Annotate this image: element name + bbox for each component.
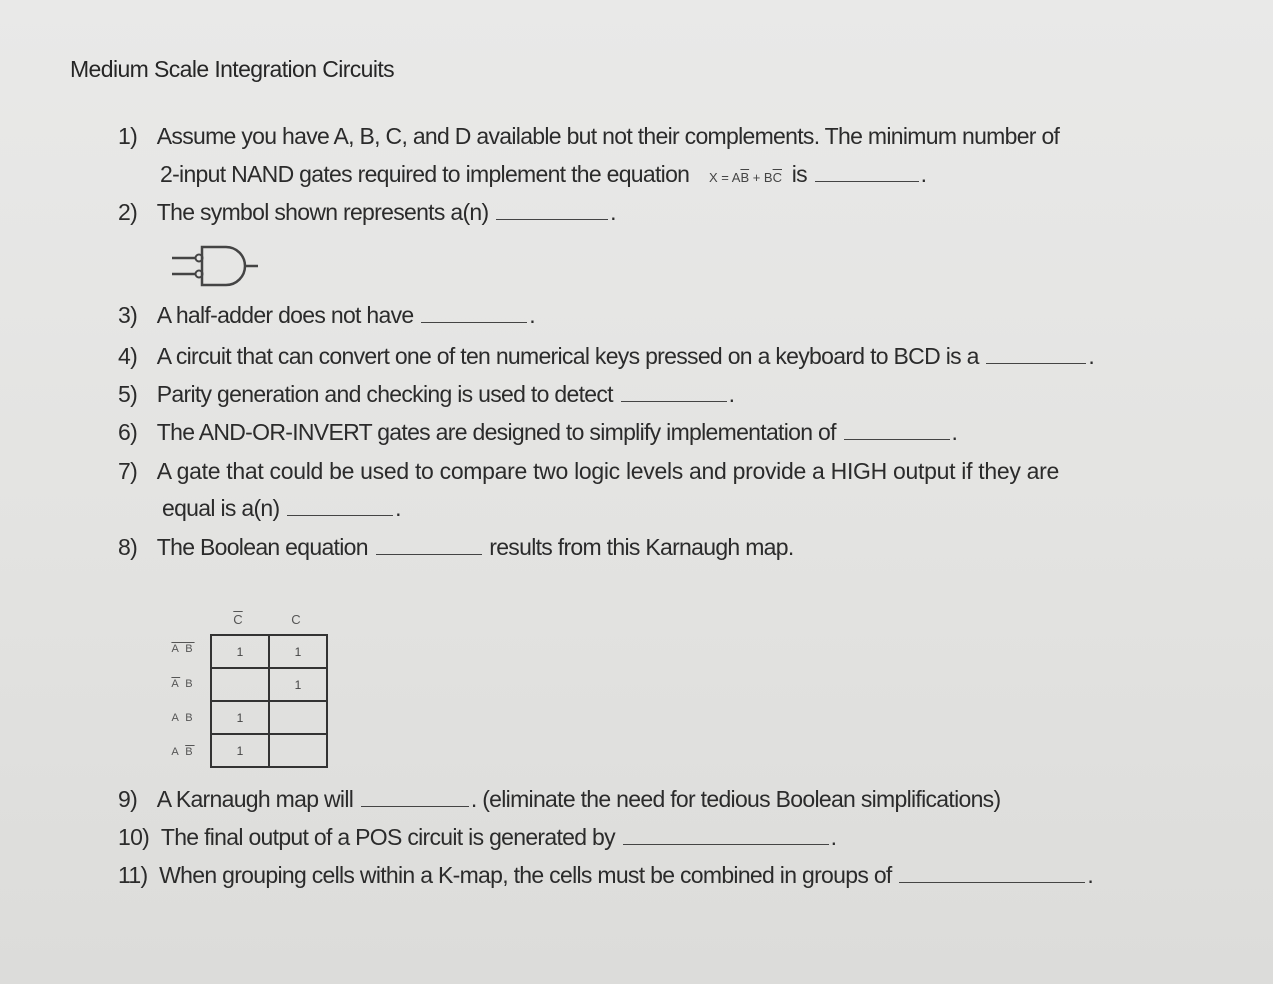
- answer-blank[interactable]: [623, 843, 829, 845]
- question-text: Assume you have A, B, C, and D available but not their complements. The minimum number of: [156, 123, 1060, 149]
- row-header-a-bar-b: $\overline{A}$ B: [171, 678, 195, 690]
- kmap-grid: [210, 634, 328, 768]
- answer-blank[interactable]: [815, 180, 919, 182]
- question-number: 1): [118, 123, 138, 149]
- question-2: 2) The symbol shown represents a(n) .: [118, 199, 616, 225]
- question-1: [118, 123, 1059, 150]
- question-text: 2-input NAND gates required to implement the equation: [160, 161, 690, 187]
- row-header-a-b-bar: A $\overline{B}$: [171, 746, 195, 758]
- question-text-after: . (eliminate the need for tedious Boolean simplifications): [470, 786, 1001, 812]
- row-header-a-bar-b-bar: A B: [171, 643, 195, 655]
- question-text-after: results from this Karnaugh map.: [489, 534, 794, 560]
- kmap-row: [211, 701, 327, 734]
- kmap-cell: 1: [211, 701, 269, 734]
- kmap-cell: 1: [269, 635, 327, 668]
- question-10: 10) The final output of a POS circuit is generated by .: [118, 824, 837, 850]
- kmap-cell: [269, 734, 327, 767]
- is-word: is: [791, 161, 807, 187]
- answer-blank[interactable]: [844, 438, 950, 440]
- equation: $X = A\overline{B} + B\overline{C}$: [708, 170, 782, 185]
- question-text: A circuit that can convert one of ten numerical keys pressed on a keyboard to BCD is a: [156, 343, 979, 369]
- question-1-line-2: 2-input NAND gates required to implement the equation $X = A\overline{B} + B\overline{C}$ is .: [160, 161, 927, 187]
- question-text: The AND-OR-INVERT gates are designed to simplify implementation of: [156, 419, 836, 445]
- question-3: 3) A half-adder does not have .: [118, 302, 535, 328]
- question-text: A half-adder does not have: [156, 302, 414, 328]
- question-text: Parity generation and checking is used to detect: [156, 381, 613, 407]
- logic-gate-symbol-icon: [166, 244, 262, 288]
- kmap-row: [211, 734, 327, 767]
- question-7: 7) A gate that could be used to compare two logic levels and provide a HIGH output if they are: [118, 458, 1059, 484]
- kmap-row: [211, 635, 327, 668]
- answer-blank[interactable]: [287, 514, 393, 516]
- answer-blank[interactable]: [421, 321, 527, 323]
- col-header-c-bar: $\overline{C}$: [233, 612, 243, 627]
- kmap-cell: 1: [211, 734, 269, 767]
- question-text: equal is a(n): [162, 495, 280, 521]
- kmap-cell: [211, 668, 269, 701]
- answer-blank[interactable]: [361, 805, 469, 807]
- answer-blank[interactable]: [376, 553, 482, 555]
- page-title: Medium Scale Integration Circuits: [70, 56, 395, 82]
- question-text: The Boolean equation: [156, 534, 368, 560]
- row-header-a-b: A B: [171, 712, 195, 724]
- question-11: 11) When grouping cells within a K-map, the cells must be combined in groups of .: [118, 862, 1094, 888]
- question-text: The final output of a POS circuit is generated by: [160, 824, 615, 850]
- kmap-cell: 1: [269, 668, 327, 701]
- question-8: 8) The Boolean equation results from this Karnaugh map.: [118, 534, 794, 560]
- karnaugh-map: [160, 608, 350, 778]
- kmap-row: [211, 668, 327, 701]
- answer-blank[interactable]: [496, 218, 608, 220]
- question-text: When grouping cells within a K-map, the cells must be combined in groups of: [159, 862, 892, 888]
- question-text: A gate that could be used to compare two logic levels and provide a HIGH output if they are: [156, 458, 1059, 484]
- question-5: 5) Parity generation and checking is used to detect .: [118, 381, 735, 407]
- col-header-c: C: [291, 612, 301, 627]
- kmap-cell: [269, 701, 327, 734]
- question-text: The symbol shown represents a(n): [156, 199, 489, 225]
- question-text: A Karnaugh map will: [156, 786, 354, 812]
- question-4: 4) A circuit that can convert one of ten numerical keys pressed on a keyboard to BCD is a .: [118, 343, 1095, 369]
- question-7-line-2: equal is a(n) .: [162, 495, 401, 521]
- answer-blank[interactable]: [899, 881, 1085, 883]
- question-9: 9) A Karnaugh map will . (eliminate the need for tedious Boolean simplifications): [118, 786, 1001, 812]
- answer-blank[interactable]: [621, 400, 727, 402]
- answer-blank[interactable]: [986, 362, 1086, 364]
- kmap-cell: 1: [211, 635, 269, 668]
- question-6: 6) The AND-OR-INVERT gates are designed to simplify implementation of .: [118, 419, 958, 445]
